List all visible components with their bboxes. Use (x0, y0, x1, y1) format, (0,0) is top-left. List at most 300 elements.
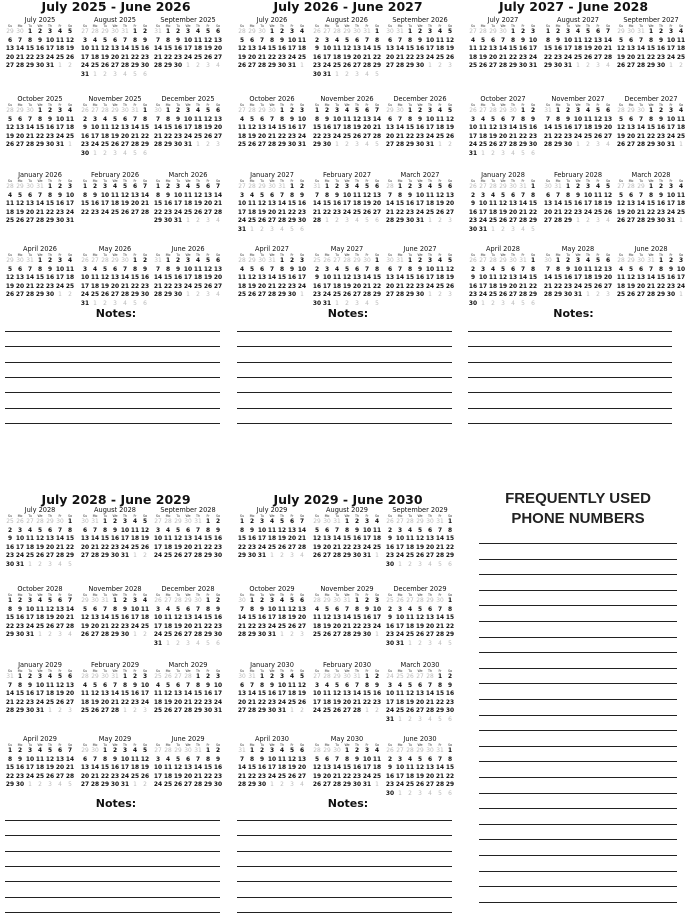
weekday-label: Mo (249, 24, 255, 28)
day-cell: 4 (165, 527, 171, 534)
weekday-label: Sa (374, 514, 380, 518)
weekday-label: Sa (215, 669, 221, 673)
day-cell: 29 (646, 63, 656, 70)
day-cell: 19 (5, 133, 15, 140)
day-cell: 5 (47, 748, 53, 754)
day-cell: 30 (426, 519, 434, 525)
day-cell: 12 (100, 275, 110, 282)
day-cell: 2 (68, 63, 72, 70)
day-cell: 27 (342, 708, 352, 715)
day-cell: 3 (374, 598, 380, 604)
day-cell: 3 (501, 300, 505, 307)
day-cell: 3 (47, 29, 53, 35)
week-row (385, 133, 455, 142)
day-cell: 16 (518, 46, 528, 53)
day-cell: 25 (154, 674, 162, 680)
month-name: June 2028 (634, 245, 668, 253)
notes-line (5, 835, 220, 836)
week-row (616, 141, 686, 150)
week-row (543, 283, 613, 292)
day-cell: 11 (488, 201, 498, 208)
day-cell: 12 (626, 275, 636, 282)
day-cell: 25 (6, 519, 14, 525)
month-calendar (312, 585, 382, 640)
day-cell: 27 (5, 63, 15, 70)
day-cell: 13 (15, 125, 25, 132)
weekday-label: Tu (103, 179, 107, 183)
weekday-label: Fr (521, 103, 525, 107)
day-cell: 3 (57, 258, 63, 264)
weekday-label: We (37, 103, 43, 107)
day-cell: 4 (585, 258, 591, 264)
day-cell: 6 (82, 527, 88, 534)
day-cell: 2 (289, 108, 295, 114)
week-row (237, 747, 307, 756)
day-cell: 28 (313, 748, 321, 754)
day-cell: 3 (48, 782, 52, 789)
day-cell: 29 (174, 519, 182, 525)
weekday-label: Su (470, 103, 476, 107)
day-cell: 20 (362, 125, 372, 132)
day-cell: 19 (45, 615, 55, 622)
week-row (237, 631, 307, 640)
day-cell: 15 (247, 765, 257, 772)
day-cell: 24 (395, 632, 405, 639)
day-cell: 14 (435, 536, 445, 543)
weekday-label: Fr (206, 24, 210, 28)
day-cell: 7 (195, 756, 201, 763)
day-cell: 23 (405, 209, 415, 216)
day-cell: 26 (154, 598, 162, 604)
day-cell: 2 (530, 108, 536, 114)
day-cell: 19 (405, 699, 415, 706)
day-cell: 30 (26, 184, 34, 190)
weekday-label: Fr (596, 179, 600, 183)
day-cell: 9 (269, 682, 275, 689)
day-cell: 8 (7, 756, 13, 763)
week-row (312, 107, 382, 116)
day-cell: 30 (627, 29, 635, 35)
day-cell: 2 (448, 142, 452, 149)
week-row (237, 518, 307, 527)
week-row (543, 209, 613, 218)
day-cell: 30 (563, 292, 573, 299)
day-cell: 26 (616, 63, 626, 70)
day-cell: 8 (648, 37, 654, 44)
day-cell: 3 (17, 527, 23, 534)
day-cell: 3 (397, 756, 403, 763)
notes-line (5, 881, 220, 882)
day-cell: 23 (15, 623, 25, 630)
day-cell: 9 (27, 682, 33, 689)
weekday-label: Tu (408, 514, 412, 518)
day-cell: 15 (277, 125, 287, 132)
weekday-label: Sa (215, 24, 221, 28)
day-cell: 29 (405, 142, 415, 149)
day-cell: 30 (352, 553, 362, 560)
day-cell: 13 (65, 682, 75, 689)
day-cell: 18 (372, 765, 382, 772)
day-cell: 1 (407, 29, 413, 35)
weekday-label: We (417, 24, 423, 28)
day-cell: 9 (132, 682, 138, 689)
day-cell: 19 (35, 544, 45, 551)
weekday-label: Tu (260, 669, 264, 673)
day-cell: 29 (416, 748, 424, 754)
day-cell: 7 (269, 116, 275, 123)
month-calendar (237, 95, 307, 150)
day-cell: 14 (518, 201, 528, 208)
day-cell: 12 (332, 691, 342, 698)
day-cell: 31 (111, 674, 119, 680)
day-cell: 3 (132, 598, 138, 604)
day-cell: 30 (268, 184, 276, 190)
day-cell: 26 (140, 773, 150, 780)
day-cell: 17 (153, 623, 163, 630)
day-cell: 21 (342, 623, 352, 630)
day-cell: 3 (678, 258, 684, 264)
day-cell: 29 (563, 218, 573, 225)
day-cell: 29 (287, 218, 297, 225)
day-cell: 5 (122, 184, 128, 190)
day-cell: 16 (80, 133, 90, 140)
day-cell: 8 (344, 527, 350, 534)
day-cell: 24 (25, 773, 35, 780)
weekday-label: Th (122, 179, 128, 183)
day-cell: 14 (352, 691, 362, 698)
weekday-label: Tu (176, 24, 180, 28)
weekday-label: We (185, 179, 191, 183)
day-cell: 2 (374, 674, 380, 680)
day-cell: 18 (573, 46, 583, 53)
day-cell: 31 (91, 519, 99, 525)
weekday-label: Fr (521, 253, 525, 257)
day-cell: 27 (80, 782, 90, 789)
weekday-label: We (344, 743, 350, 747)
day-cell: 3 (397, 606, 403, 613)
day-cell: 26 (287, 773, 297, 780)
day-cell: 31 (322, 71, 332, 78)
day-cell: 9 (387, 536, 393, 543)
day-cell: 1 (269, 29, 275, 35)
day-cell: 24 (666, 209, 676, 216)
day-cell: 3 (324, 37, 330, 44)
day-cell: 11 (183, 192, 193, 199)
day-cell: 15 (342, 536, 352, 543)
day-cell: 22 (528, 283, 538, 290)
day-cell: 18 (676, 46, 686, 53)
weekday-label: Th (122, 24, 128, 28)
day-cell: 3 (57, 108, 63, 114)
day-cell: 10 (528, 37, 538, 44)
day-cell: 10 (425, 266, 435, 273)
day-cell: 31 (80, 300, 90, 307)
day-cell: 27 (479, 184, 487, 190)
day-cell: 5 (585, 29, 591, 35)
day-cell: 25 (372, 773, 382, 780)
day-cell: 24 (65, 209, 75, 216)
week-row (5, 552, 75, 561)
day-cell: 24 (140, 699, 150, 706)
day-cell: 2 (300, 708, 304, 715)
day-cell: 28 (416, 598, 424, 604)
day-cell: 30 (312, 71, 322, 78)
day-cell: 26 (80, 632, 90, 639)
month-calendar (468, 245, 538, 309)
day-cell: 14 (543, 125, 553, 132)
day-cell: 14 (425, 691, 435, 698)
day-cell: 27 (603, 133, 613, 140)
day-cell: 30 (101, 674, 109, 680)
day-cell: 4 (397, 682, 403, 689)
day-cell: 5 (438, 561, 442, 568)
day-cell: 23 (213, 773, 223, 780)
weekday-label: Tu (491, 179, 495, 183)
day-cell: 25 (396, 674, 404, 680)
week-row (468, 116, 538, 125)
day-cell: 25 (488, 292, 498, 299)
day-cell: 18 (277, 765, 287, 772)
day-cell: 21 (395, 54, 405, 61)
day-cell: 13 (385, 125, 395, 132)
day-cell: 1 (37, 258, 43, 264)
day-cell: 18 (405, 544, 415, 551)
day-cell: 5 (437, 184, 443, 190)
day-cell: 23 (518, 54, 528, 61)
day-cell: 28 (508, 142, 518, 149)
day-cell: 13 (45, 536, 55, 543)
month-name: December 2027 (624, 95, 678, 103)
day-cell: 30 (297, 218, 307, 225)
day-cell: 23 (257, 773, 267, 780)
day-cell: 5 (417, 756, 423, 763)
day-cell: 19 (322, 623, 332, 630)
day-cell: 30 (385, 561, 395, 568)
day-cell: 7 (92, 527, 98, 534)
day-cell: 13 (297, 756, 307, 763)
week-row (385, 141, 455, 150)
day-cell: 17 (385, 699, 395, 706)
day-cell: 8 (82, 192, 88, 199)
day-cell: 2 (387, 527, 393, 534)
week-row (237, 133, 307, 142)
day-cell: 11 (332, 46, 342, 53)
day-cell: 11 (65, 266, 75, 273)
week-row (385, 209, 455, 218)
day-cell: 5 (7, 266, 13, 273)
day-cell: 27 (91, 258, 99, 264)
day-cell: 4 (354, 184, 360, 190)
day-cell: 3 (122, 748, 128, 754)
weekday-label: Th (585, 179, 591, 183)
weekday-label: Sa (67, 669, 73, 673)
week-row (5, 257, 75, 266)
weekday-label: We (269, 743, 275, 747)
day-cell: 8 (374, 266, 380, 273)
week-row (385, 561, 455, 570)
day-cell: 14 (385, 201, 395, 208)
week-row (468, 283, 538, 292)
notes-line (237, 362, 452, 363)
day-cell: 18 (65, 125, 75, 132)
day-cell: 8 (132, 37, 138, 44)
day-cell: 18 (55, 46, 65, 53)
week-row (385, 283, 455, 292)
day-cell: 30 (213, 782, 223, 789)
weekday-label: We (37, 179, 43, 183)
day-cell: 18 (322, 699, 332, 706)
day-cell: 10 (35, 682, 45, 689)
day-cell: 12 (342, 46, 352, 53)
day-cell: 24 (297, 283, 307, 290)
week-row (616, 107, 686, 116)
day-cell: 6 (417, 682, 423, 689)
day-cell: 22 (100, 544, 110, 551)
weekday-label: Sa (142, 593, 148, 597)
day-cell: 17 (395, 544, 405, 551)
week-row (237, 183, 307, 192)
day-cell: 7 (27, 266, 33, 273)
day-cell: 13 (352, 275, 362, 282)
weekday-label: Fr (669, 179, 673, 183)
day-cell: 4 (123, 300, 127, 307)
day-cell: 23 (312, 292, 322, 299)
day-cell: 26 (583, 54, 593, 61)
phone-line (479, 871, 677, 872)
day-cell: 11 (5, 201, 15, 208)
day-cell: 26 (90, 708, 100, 715)
day-cell: 5 (175, 756, 181, 763)
day-cell: 8 (122, 682, 128, 689)
day-cell: 2 (103, 71, 107, 78)
day-cell: 2 (679, 63, 683, 70)
day-cell: 22 (362, 699, 372, 706)
week-row (80, 28, 150, 37)
day-cell: 6 (112, 266, 118, 273)
week-row (312, 209, 382, 218)
day-cell: 12 (478, 46, 488, 53)
day-cell: 22 (445, 544, 455, 551)
day-cell: 7 (397, 37, 403, 44)
day-cell: 22 (257, 699, 267, 706)
day-cell: 4 (437, 108, 443, 114)
day-cell: 2 (92, 184, 98, 190)
day-cell: 28 (333, 29, 341, 35)
day-cell: 29 (386, 108, 394, 114)
day-cell: 25 (583, 133, 593, 140)
day-cell: 2 (37, 29, 43, 35)
day-cell: 13 (322, 536, 332, 543)
week-row (5, 274, 75, 283)
day-cell: 23 (563, 283, 573, 290)
day-cell: 29 (518, 142, 528, 149)
day-cell: 1 (335, 142, 339, 149)
day-cell: 25 (100, 142, 110, 149)
day-cell: 3 (206, 292, 210, 299)
day-cell: 6 (490, 37, 496, 44)
day-cell: 12 (5, 125, 15, 132)
day-cell: 14 (395, 275, 405, 282)
day-cell: 11 (277, 606, 287, 613)
day-cell: 2 (175, 258, 181, 264)
month-calendar (80, 661, 150, 716)
day-cell: 13 (120, 125, 130, 132)
day-cell: 11 (488, 275, 498, 282)
week-row (312, 544, 382, 553)
day-cell: 23 (362, 623, 372, 630)
month-name: September 2028 (160, 506, 216, 514)
day-cell: 2 (7, 527, 13, 534)
month-calendar (468, 171, 538, 235)
day-cell: 28 (395, 292, 405, 299)
day-cell: 19 (603, 201, 613, 208)
day-cell: 11 (237, 275, 247, 282)
week-row (80, 527, 150, 536)
day-cell: 2 (417, 258, 423, 264)
day-cell: 14 (100, 615, 110, 622)
week-row (80, 764, 150, 773)
day-cell: 5 (142, 519, 148, 525)
weekday-label: Tu (260, 743, 264, 747)
day-cell: 12 (237, 46, 247, 53)
day-cell: 25 (25, 553, 35, 560)
weekday-label: Mo (324, 253, 330, 257)
day-cell: 3 (186, 640, 190, 647)
day-cell: 14 (25, 275, 35, 282)
day-cell: 28 (237, 782, 247, 789)
day-cell: 13 (362, 116, 372, 123)
day-cell: 29 (6, 258, 14, 264)
day-cell: 13 (203, 192, 213, 199)
day-cell: 4 (132, 748, 138, 754)
month-calendar (237, 506, 307, 561)
day-cell: 21 (193, 623, 203, 630)
day-cell: 9 (658, 192, 664, 199)
day-cell: 4 (279, 598, 285, 604)
day-cell: 16 (277, 46, 287, 53)
day-cell: 13 (332, 615, 342, 622)
day-cell: 26 (415, 782, 425, 789)
day-cell: 27 (445, 209, 455, 216)
day-cell: 23 (277, 54, 287, 61)
day-cell: 8 (658, 266, 664, 273)
day-cell: 21 (395, 283, 405, 290)
day-cell: 28 (238, 29, 246, 35)
day-cell: 26 (616, 142, 626, 149)
day-cell: 16 (415, 46, 425, 53)
day-cell: 7 (638, 116, 644, 123)
week-row (385, 682, 455, 691)
day-cell: 27 (213, 133, 223, 140)
weekday-label: Th (427, 103, 433, 107)
notes-line (5, 331, 220, 332)
week-row (153, 107, 223, 116)
day-cell: 27 (154, 748, 162, 754)
day-cell: 2 (196, 292, 200, 299)
day-cell: 28 (352, 708, 362, 715)
weekday-label: Tu (408, 24, 412, 28)
week-row (237, 54, 307, 63)
notes-line (468, 377, 672, 378)
week-row (153, 141, 223, 150)
day-cell: 28 (518, 292, 528, 299)
day-cell: 27 (55, 623, 65, 630)
day-cell: 31 (415, 218, 425, 225)
day-cell: 24 (45, 54, 55, 61)
week-row (5, 183, 75, 192)
week-row (237, 707, 307, 716)
day-cell: 9 (47, 266, 53, 273)
